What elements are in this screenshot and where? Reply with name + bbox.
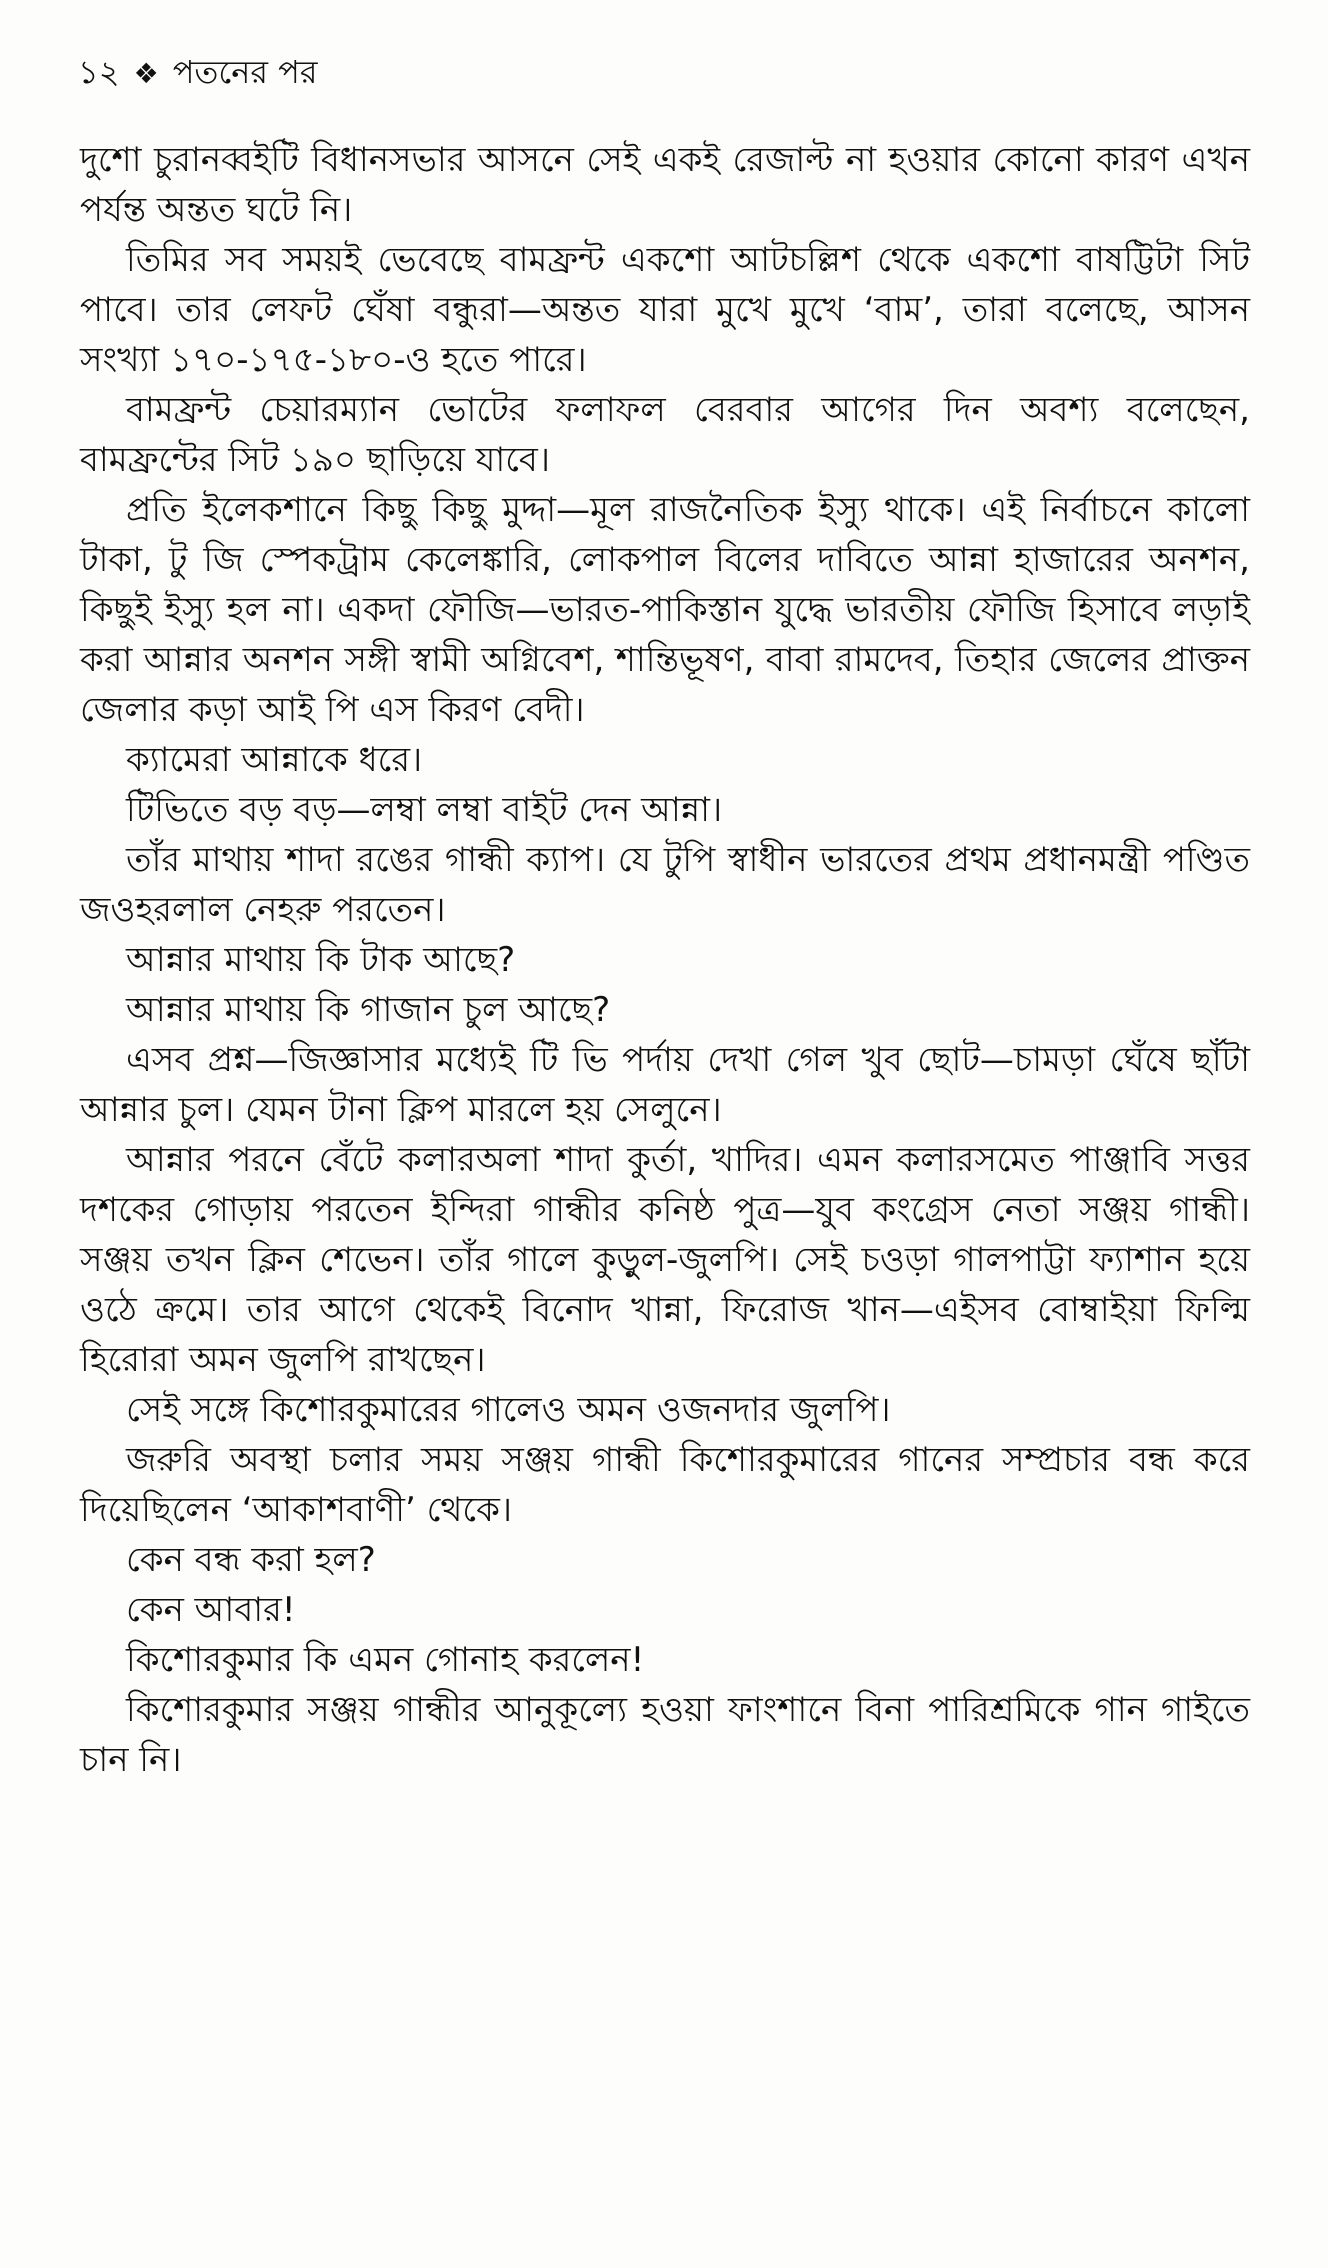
paragraph: সেই সঙ্গে কিশোরকুমারের গালেও অমন ওজনদার জুলপি। [126,1390,891,1430]
paragraph: টিভিতে বড় বড়—লম্বা লম্বা বাইট দেন আন্না। [126,790,723,830]
paragraph: আন্নার মাথায় কি গাজান চুল আছে? [126,990,611,1030]
paragraph: তিমির সব সময়ই ভেবেছে বামফ্রন্ট একশো আটচল্লিশ থেকে একশো বাষট্টিটা সিট পাবে। তার লেফট ঘেঁষা বন্ধুরা—অন্তত যারা মুখে মুখে ‘বাম’, তারা বলেছে, আসন সংখ্যা ১৭০-১৭৫-১৮০-ও হতে পারে। [80,240,1250,380]
separator-ornament-icon: ❖ [133,57,159,90]
page-number: ১২ [78,53,120,91]
paragraph: দুশো চুরানব্বইটি বিধানসভার আসনে সেই একই রেজাল্ট না হওয়ার কোনো কারণ এখন পর্যন্ত অন্তত ঘটে নি। [80,140,1250,230]
paragraph: বামফ্রন্ট চেয়ারম্যান ভোটের ফলাফল বেরবার আগের দিন অবশ্য বলেছেন, বামফ্রন্টের সিট ১৯০ ছাড়িয়ে যাবে। [80,390,1250,480]
paragraph: আন্নার পরনে বেঁটে কলারঅলা শাদা কুর্তা, খাদির। এমন কলারসমেত পাঞ্জাবি সত্তর দশকের গোড়ায় পরতেন ইন্দিরা গান্ধীর কনিষ্ঠ পুত্র—যুব কংগ্রেস নেতা সঞ্জয় গান্ধী। সঞ্জয় তখন ক্লিন শেভেন। তাঁর গালে কুড়ুল-জুলপি। সেই চওড়া গালপাট্টা ফ্যাশান হয়ে ওঠে ক্রমে। তার আগে থেকেই বিনোদ খান্না, ফিরোজ খান—এইসব বোম্বাইয়া ফিল্মি হিরোরা অমন জুলপি রাখছেন। [80,1140,1250,1380]
paragraph: তাঁর মাথায় শাদা রঙের গান্ধী ক্যাপ। যে টুপি স্বাধীন ভারতের প্রথম প্রধানমন্ত্রী পণ্ডিত জওহরলাল নেহরু পরতেন। [80,840,1250,930]
paragraph: কিশোরকুমার কি এমন গোনাহ করলেন! [126,1640,645,1680]
body-text [80,135,1250,1785]
paragraph: কেন বন্ধ করা হল? [126,1540,376,1580]
page-header [78,52,317,94]
paragraph: জরুরি অবস্থা চলার সময় সঞ্জয় গান্ধী কিশোরকুমারের গানের সম্প্রচার বন্ধ করে দিয়েছিলেন ‘আকাশবাণী’ থেকে। [80,1440,1250,1530]
paragraph: প্রতি ইলেকশানে কিছু কিছু মুদ্দা—মূল রাজনৈতিক ইস্যু থাকে। এই নির্বাচনে কালো টাকা, টু জি স্পেকট্রাম কেলেঙ্কারি, লোকপাল বিলের দাবিতে আন্না হাজারের অনশন, কিছুই ইস্যু হল না। একদা ফৌজি—ভারত-পাকিস্তান যুদ্ধে ভারতীয় ফৌজি হিসাবে লড়াই করা আন্নার অনশন সঙ্গী স্বামী অগ্নিবেশ, শান্তিভূষণ, বাবা রামদেব, তিহার জেলের প্রাক্তন জেলার কড়া আই পি এস কিরণ বেদী। [80,490,1250,730]
paragraph: কেন আবার! [126,1590,296,1630]
running-title: পতনের পর [172,53,318,91]
paragraph: কিশোরকুমার সঞ্জয় গান্ধীর আনুকূল্যে হওয়া ফাংশানে বিনা পারিশ্রমিকে গান গাইতে চান নি। [80,1690,1250,1780]
paragraph: ক্যামেরা আন্নাকে ধরে। [126,740,423,780]
paragraph: এসব প্রশ্ন—জিজ্ঞাসার মধ্যেই টি ভি পর্দায় দেখা গেল খুব ছোট—চামড়া ঘেঁষে ছাঁটা আন্নার চুল। যেমন টানা ক্লিপ মারলে হয় সেলুনে। [80,1040,1250,1130]
paragraph: আন্নার মাথায় কি টাক আছে? [126,940,516,980]
